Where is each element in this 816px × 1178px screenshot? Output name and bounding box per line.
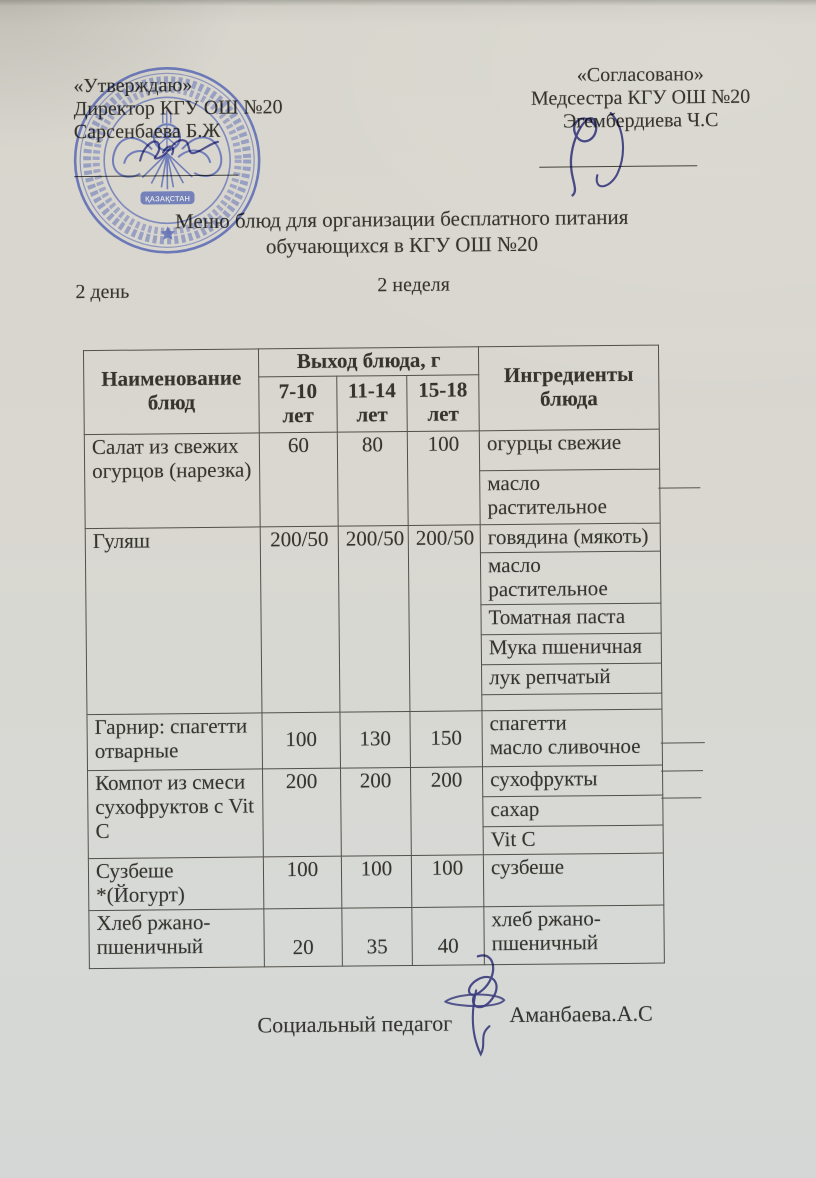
portion-value-cell: 100 [263, 856, 341, 909]
scan-line-artifact [661, 742, 705, 743]
portion-value-cell: 35 [342, 907, 413, 966]
table-row-salad [84, 429, 659, 475]
ingredient-cell: масло растительное [480, 469, 661, 525]
dish-name-cell: Хлеб ржано- пшеничный [89, 909, 265, 969]
col-header-ingredients: Ингредиенты блюда [478, 345, 659, 431]
footer-person-name: Аманбаева.А.С [509, 1000, 653, 1028]
scan-line-artifact [661, 770, 703, 771]
menu-table [83, 345, 665, 969]
portion-value-cell: 200/50 [260, 526, 340, 713]
table-row-bread [89, 905, 665, 969]
ingredient-cell: говядина (мякоть) [480, 523, 660, 553]
pedagog-signature [432, 949, 519, 1060]
ingredient-cell: Vit C [483, 825, 663, 855]
stamp-banner [140, 191, 194, 205]
ingredient-cell: сахар [483, 795, 663, 827]
portion-value-cell: 200 [410, 767, 483, 856]
portion-value-cell: 40 [412, 906, 485, 965]
ingredient-cell: Мука пшеничная [481, 633, 661, 665]
portion-value-cell: 130 [340, 711, 411, 768]
col-header-output: Выход блюда, г [258, 347, 478, 377]
portion-value-cell: 100 [411, 855, 484, 908]
stamp-banner-text: ҚАЗАҚСТАН [145, 194, 190, 204]
ingredient-cell: огурцы свежие [479, 429, 659, 471]
nurse-signature [551, 101, 664, 202]
portion-value-cell: 60 [259, 432, 338, 527]
title-line-2: обучающихся в КГУ ОШ №20 [265, 231, 539, 259]
portion-value-cell: 200/50 [408, 525, 482, 712]
header-row-1 [83, 345, 658, 378]
col-header-age-11-14: 11-14 лет [337, 375, 408, 432]
scan-line-artifact [658, 487, 700, 488]
agree-nurse-line: Медсестра КГУ ОШ №20 [530, 85, 751, 110]
portion-value-cell: 100 [262, 712, 341, 769]
table-row-suzbe [88, 853, 663, 910]
menu-table-container [83, 345, 665, 969]
col-header-age-7-10: 7-10 лет [259, 376, 338, 433]
col-header-age-15-18: 15-18 лет [407, 375, 480, 432]
ingredient-cell: сухофрукты [483, 765, 663, 797]
approve-word: «Утверждаю» [73, 74, 193, 98]
portion-value-cell: 20 [264, 908, 343, 967]
col-header-dish-name: Наименование блюд [83, 349, 259, 435]
ingredient-cell-empty [482, 693, 662, 711]
approve-director-name: Сарсенбаева Б.Ж [73, 119, 221, 144]
day-label: 2 день [75, 280, 130, 304]
dish-name-cell: Компот из смеси сухофруктов с Vit C [88, 769, 264, 859]
portion-value-cell: 100 [407, 431, 480, 526]
scan-line-artifact [661, 797, 701, 798]
dish-name-cell: Гуляш [85, 527, 262, 715]
portion-value-cell: 200 [262, 768, 341, 857]
ingredient-cell: масло растительное [480, 551, 660, 605]
portion-value-cell: 200 [340, 767, 411, 856]
director-signature [134, 128, 224, 173]
week-label: 2 неделя [377, 273, 451, 297]
ingredient-cell: хлеб ржано- пшеничный [484, 905, 665, 965]
portion-value-cell: 80 [337, 431, 408, 526]
ingredient-cell: сузбеше [483, 853, 663, 907]
portion-value-cell: 150 [410, 711, 483, 768]
portion-value-cell: 100 [341, 855, 411, 908]
dish-name-cell: Сузбеше *(Йогурт) [88, 857, 263, 911]
agree-nurse-name: Эгембердиева Ч.С [563, 109, 719, 133]
dish-name-cell: Гарнир: спагетти отварные [87, 713, 263, 771]
ingredient-cell: лук репчатый [482, 663, 662, 695]
approve-director-line: Директор КГУ ОШ №20 [73, 96, 283, 121]
title-line-1: Меню блюд для организации бесплатного питания [174, 204, 629, 234]
footer-role-label: Социальный педагог [257, 1010, 453, 1038]
stamp-top-ornament [163, 110, 171, 123]
dish-name-cell: Салат из свежих огурцов (нарезка) [84, 433, 260, 529]
agree-word: «Согласовано» [576, 63, 704, 87]
ingredient-cell: спагетти масло сливочное [482, 709, 663, 767]
portion-value-cell: 200/50 [338, 525, 410, 712]
table-row-garnish [87, 709, 663, 771]
ingredient-cell: Томатная паста [481, 603, 661, 635]
